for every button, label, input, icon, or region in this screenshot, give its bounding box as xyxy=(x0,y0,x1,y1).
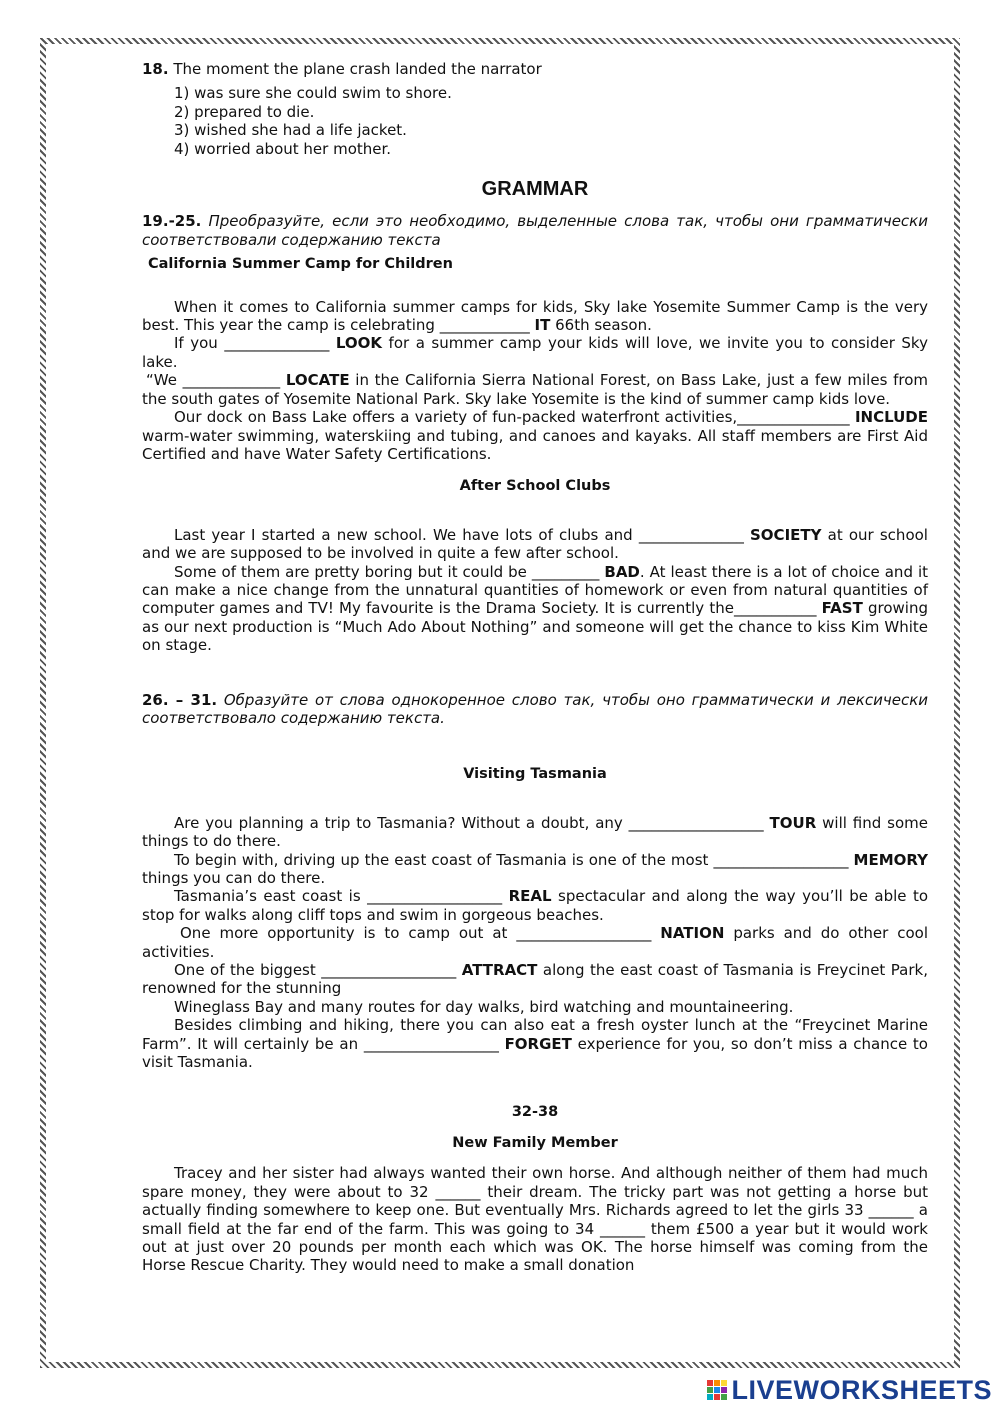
clubs-paragraph-2: Some of them are pretty boring but it could be _________ BAD. At least there is a lot of choice and it can make a nice change from the unnatural quantities of homework or even from natural quantities of computer games and TV! My favourite is the Drama Society. It is currently the___________ FAST growing as our next production is “Much Ado About Nothing” and someone will get the chance to kiss Kim White on stage. xyxy=(142,562,928,655)
blank-27[interactable]: __________________ xyxy=(713,850,849,869)
tasmania-paragraph-4: One more opportunity is to camp out at __________________ NATION parks and do other cool activities. xyxy=(142,924,928,961)
task-26-31: 26. – 31. Образуйте от слова однокоренное слово так, чтобы оно грамматически и лексически соответствовало содержанию текста. xyxy=(142,690,929,727)
tasmania-paragraph-6: Wineglass Bay and many routes for day walks, bird watching and mountaineering. xyxy=(174,997,794,1016)
blank-20[interactable]: ______________ xyxy=(224,334,330,353)
clubs-title: After School Clubs xyxy=(459,478,611,495)
blank-25[interactable]: ___________ xyxy=(733,599,817,618)
tasmania-paragraph-1: Are you planning a trip to Tasmania? Without a doubt, any __________________ TOUR will find some things to do there. xyxy=(142,813,928,851)
blank-21[interactable]: _____________ xyxy=(182,371,281,390)
option-2[interactable]: 2) prepared to die. xyxy=(174,102,315,121)
tasmania-title: Visiting Tasmania xyxy=(463,766,607,783)
family-title: New Family Member xyxy=(452,1134,618,1151)
blank-19[interactable]: ____________ xyxy=(439,316,530,335)
grammar-heading: GRAMMAR xyxy=(481,178,589,201)
family-paragraph: Tracey and her sister had always wanted their own horse. And although neither of them had much spare money, they were about to 32 ______ their dream. The tricky part was not getting a horse but actually finding somewhere to keep one. But eventually Mrs. Richards agreed to let the girls 33 ______ a small field at the far end of the farm. This was going to 34 ______ them £500 a year but it would work out at just over 20 pounds per month each which was OK. The horse himself was coming from the Horse Rescue Charity. They would need to make a small donation xyxy=(142,1164,928,1275)
camp-paragraph-1: When it comes to California summer camps for kids, Sky lake Yosemite Summer Camp is the very best. This year the camp is celebrating ____________ IT 66th season. xyxy=(142,297,928,335)
worksheet-content xyxy=(142,60,928,1275)
option-4[interactable]: 4) worried about her mother. xyxy=(174,139,392,158)
blank-26[interactable]: __________________ xyxy=(628,813,764,832)
blank-31[interactable]: __________________ xyxy=(363,1034,499,1053)
question-18-options xyxy=(174,84,928,158)
section-32-38-number: 32-38 xyxy=(511,1104,559,1121)
blank-30[interactable]: __________________ xyxy=(321,961,457,980)
tasmania-paragraph-2: To begin with, driving up the east coast of Tasmania is one of the most __________________ MEMORY things you can do there. xyxy=(142,850,928,887)
tasmania-paragraph-3: Tasmania’s east coast is __________________ REAL spectacular and along the way you’ll be able to stop for walks along cliff tops and swim in gorgeous beaches. xyxy=(142,887,928,924)
logo-grid-icon xyxy=(707,1380,727,1400)
blank-22[interactable]: _______________ xyxy=(737,408,850,427)
blank-29[interactable]: __________________ xyxy=(516,924,652,943)
tasmania-paragraph-7: Besides climbing and hiking, there you can also eat a fresh oyster lunch at the “Freycinet Marine Farm”. It will certainly be an __________________ FORGET experience for you, so don’t miss a chance to visit Tasmania. xyxy=(142,1016,928,1072)
blank-24[interactable]: _________ xyxy=(531,562,600,581)
question-18: 18. The moment the plane crash landed the narrator xyxy=(142,60,542,78)
clubs-paragraph-1: Last year I started a new school. We have lots of clubs and ______________ SOCIETY at our school and we are supposed to be involved in quite a few after school. xyxy=(142,525,928,563)
camp-paragraph-2: If you ______________ LOOK for a summer camp your kids will love, we invite you to consider Sky lake. xyxy=(142,334,928,371)
blank-28[interactable]: __________________ xyxy=(367,887,503,906)
liveworksheets-logo xyxy=(707,1374,992,1405)
tasmania-paragraph-5: One of the biggest __________________ ATTRACT along the east coast of Tasmania is Freycinet Park, renowned for the stunning xyxy=(142,961,928,998)
camp-title: California Summer Camp for Children xyxy=(148,256,453,273)
camp-paragraph-3: “We _____________ LOCATE in the California Sierra National Forest, on Bass Lake, just a few miles from the south gates of Yosemite National Park. Sky lake Yosemite is the kind of summer camp kids love. xyxy=(142,371,928,408)
logo-text: LIVEWORKSHEETS xyxy=(731,1374,992,1405)
camp-paragraph-4: Our dock on Bass Lake offers a variety of fun-packed waterfront activities,_______________ INCLUDE warm-water swimming, waterskiing and tubing, and canoes and kayaks. All staff members are First Aid Certified and have Water Safety Certifications. xyxy=(142,408,928,463)
option-1[interactable]: 1) was sure she could swim to shore. xyxy=(174,84,452,103)
option-3[interactable]: 3) wished she had a life jacket. xyxy=(174,121,407,140)
task-19-25: 19.-25. Преобразуйте, если это необходимо, выделенные слова так, чтобы они грамматически соответствовали содержанию текста xyxy=(142,212,928,249)
blank-23[interactable]: ______________ xyxy=(638,525,744,544)
